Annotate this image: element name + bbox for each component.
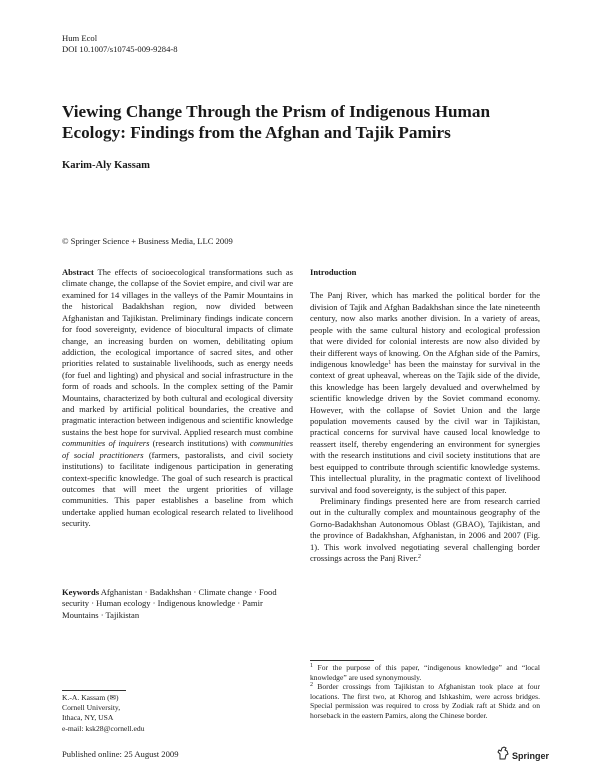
introduction <box>310 267 540 565</box>
springer-horse-icon <box>497 746 509 765</box>
abstract-label: Abstract <box>62 267 94 277</box>
intro-paragraph-1a: The Panj River, which has marked the political border for the division of Tajik and Afghan Badakhshan since the late nineteenth century, now also marks another division. In a variety of areas, people with the same cultural history and ecological profession that were divided for colonial interests are now also divided by their different ways of knowing. On the Afghan side of the Pamirs, indigenous knowledge <box>310 290 540 369</box>
keywords <box>62 587 293 621</box>
paper-title: Viewing Change Through the Prism of Indigenous Human Ecology: Findings from the Afghan and Tajik Pamirs <box>62 102 491 142</box>
contact-name: K.-A. Kassam (✉) <box>62 693 119 702</box>
abstract-text-3: (farmers, pastoralists, and civil society institutions) to facilitate indigenous participation in generating context-specific knowledge. The goal of such research is practical outcomes that will meet the urgent priorities of village communities. This paper establishes a baseline from which undertake applied human ecological research related to livelihood security. <box>62 449 293 529</box>
author-name: Karim-Aly Kassam <box>62 160 150 171</box>
keywords-label: Keywords <box>62 587 100 597</box>
footnote-2 <box>310 682 540 720</box>
contact-divider <box>62 690 126 691</box>
contact-institution: Cornell University, <box>62 703 121 713</box>
footnote-2-mark: 2 <box>310 682 313 689</box>
footnote-1 <box>310 663 540 682</box>
intro-paragraph-1b: has been the mainstay for survival in the context of great upheaval, whereas on the Tajik side of the divide, this knowledge has been largely devalued and overwhelmed by scientific knowledge driven by the Soviet command economy. However, with the collapse of Soviet Union and the large population movements caused by the civil war in Tajikistan, practical concerns for survival have caused local knowledge to reassert itself, thereby engendering an environment for synergies with the research institutions and civil society institutions that are best equipped to contribute through scientific knowledge systems. This intellectual plurality, in the pragmatic context of livelihood survival and food sovereignty, is the subject of this paper. <box>310 358 541 495</box>
springer-wordmark: Springer <box>512 750 550 761</box>
abstract-text-1: The effects of socioecological transformations such as climate change, the collapse of the Soviet empire, and civil war are examined for 14 villages in the valleys of the Pamir Mountains in the historical Badakhshan region, now divided between Afghanistan and Tajikistan. Preliminary findings indicate concern for food sovereignty, evidence of biocultural impacts of climate change, an increasing burden on women, debilitating opium addiction, the ecological importance of sacred sites, and other priorities related to sustainable livelihoods, such as energy needs (for fuel and lighting) and physical and social infrastructure in the form of roads and schools. In the complex setting of the Pamir Mountains, characterized by both cultural and ecological diversity and marked by artificial political boundaries, the creative and pragmatic interaction between indigenous and scientific knowledge sustains the best hope for survival. Applied research must combine <box>62 267 294 437</box>
copyright-notice: © Springer Science + Business Media, LLC 2009 <box>62 236 233 246</box>
journal-name: Hum Ecol <box>62 33 98 43</box>
footnote-ref-2[interactable]: 2 <box>418 554 422 561</box>
author-contact <box>62 693 145 734</box>
doi[interactable]: DOI 10.1007/s10745-009-9284-8 <box>62 44 178 54</box>
footnote-2-text: Border crossings from Tajikistan to Afghanistan took place at four locations. The first two, at Khorog and Ishkashim, were across bridges. Special permission was required to cross by Zodiak raft at Shidz and on horseback in the eastern Pamirs, along the Chinese border. <box>310 682 540 720</box>
footnote-1-text: For the purpose of this paper, “indigenous knowledge” and “local knowledge” are used synonymously. <box>310 663 541 682</box>
springer-logo <box>497 746 549 765</box>
introduction-heading: Introduction <box>310 267 357 277</box>
journal-header <box>62 33 178 55</box>
contact-email[interactable]: e-mail: ksk28@cornell.edu <box>62 723 145 733</box>
footnote-1-mark: 1 <box>310 663 313 669</box>
abstract <box>62 267 293 530</box>
abstract-italic-2: communities of social practitioners <box>62 438 294 460</box>
footnote-divider <box>310 660 374 661</box>
intro-paragraph-2: Preliminary findings presented here are from research carried out in the culturally complex and mountainous geography of the Gorno-Badakhshan Autonomous Oblast (GBAO), Tajikistan, and the province of Badakhshan, Afghanistan, in 2006 and 2007 (Fig. 1). This work involved negotiating several challenging border crossings across the Panj River. <box>310 496 540 564</box>
keywords-text: Afghanistan · Badakhshan · Climate change · Food security · Human ecology · Indigenous knowledge · Pamir Mountains · Tajikistan <box>62 587 277 620</box>
contact-city: Ithaca, NY, USA <box>62 713 114 723</box>
footnote-ref-1[interactable]: 1 <box>388 359 392 366</box>
abstract-text-2: (research institutions) with <box>152 438 247 449</box>
published-date: Published online: 25 August 2009 <box>62 749 179 759</box>
abstract-italic-1: communities of inquirers <box>62 438 150 449</box>
footnotes <box>310 663 540 721</box>
